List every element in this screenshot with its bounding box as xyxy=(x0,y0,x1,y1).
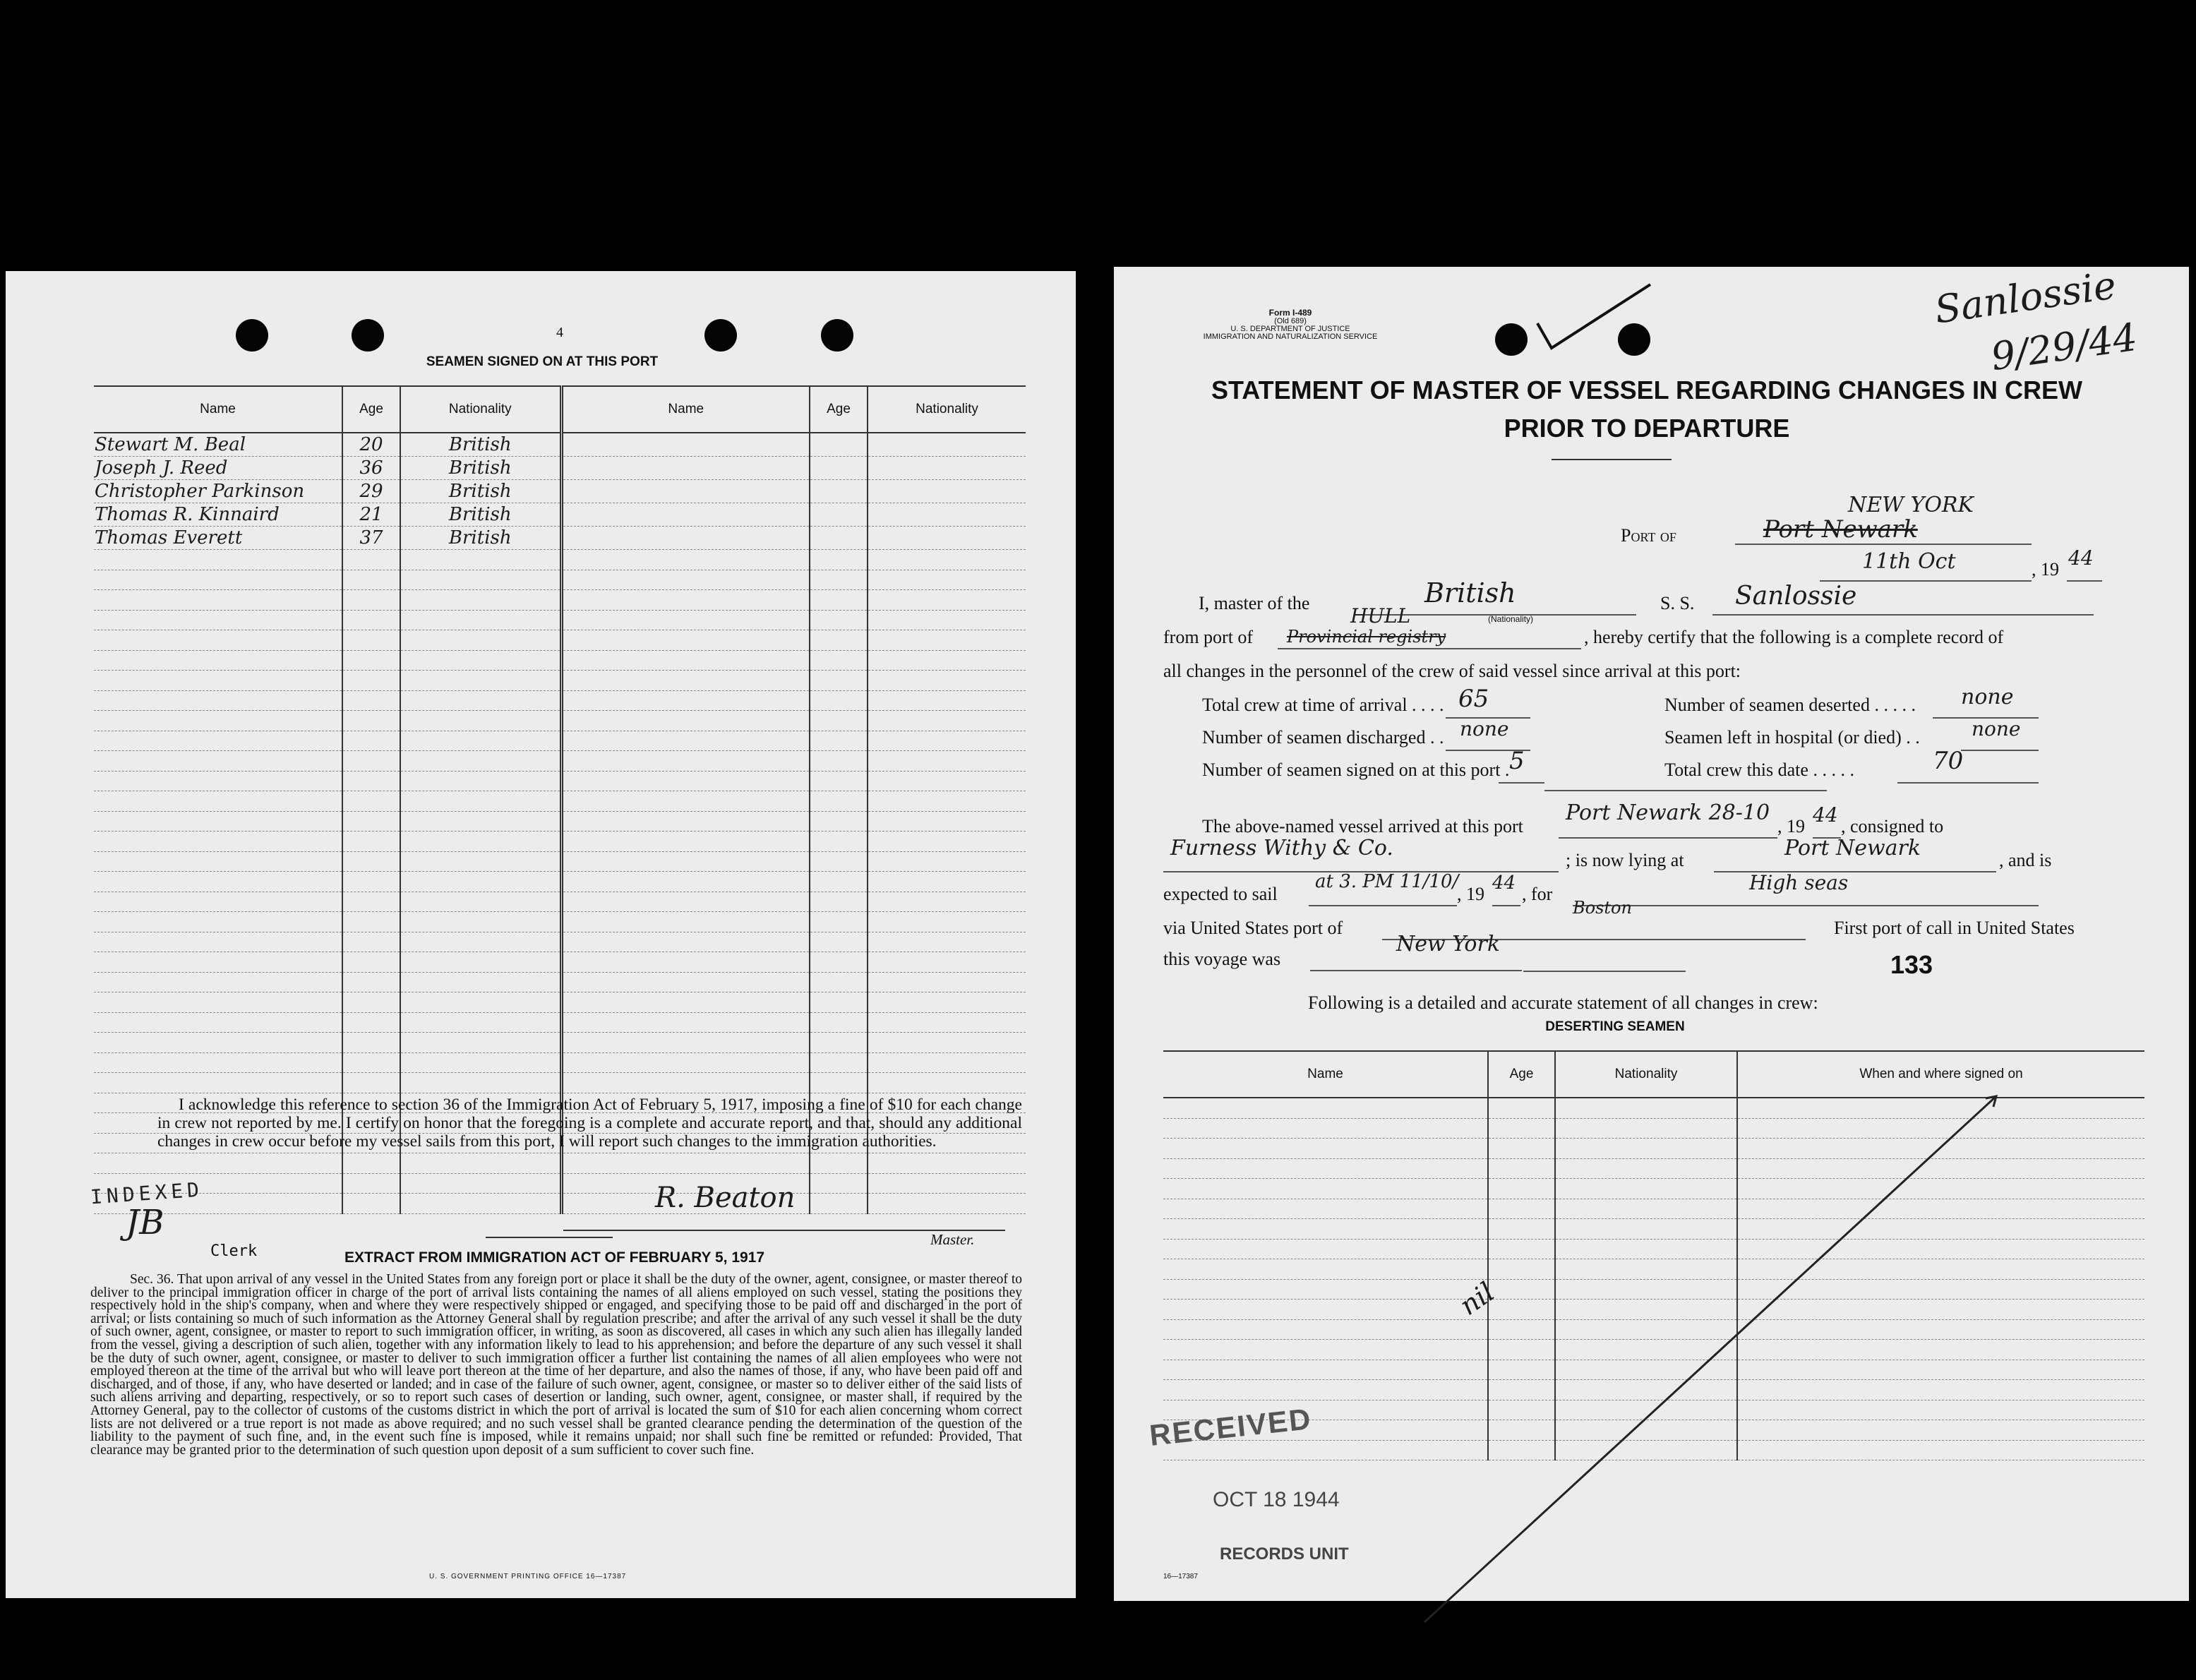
extract-title: EXTRACT FROM IMMIGRATION ACT OF FEBRUARY 5, 1917 xyxy=(344,1249,765,1266)
total-date-value: 70 xyxy=(1933,747,1964,775)
year-prefix: , 19 xyxy=(1777,816,1805,836)
table-row xyxy=(94,690,1026,711)
table-row xyxy=(94,527,1026,550)
table-row xyxy=(94,932,1026,952)
col-header-age: Age xyxy=(342,386,400,433)
discharged-label: Number of seamen discharged . . xyxy=(1202,727,1444,748)
col-header-age: Age xyxy=(1488,1051,1555,1098)
col-header-age: Age xyxy=(810,386,868,433)
seaman-name: Christopher Parkinson xyxy=(94,480,342,503)
hospital-label: Seamen left in hospital (or died) . . xyxy=(1664,727,1920,748)
master-signature: R. Beaton xyxy=(655,1182,796,1214)
divider xyxy=(486,1237,613,1238)
received-date: OCT 18 1944 xyxy=(1213,1488,1340,1511)
table-row xyxy=(94,610,1026,630)
col-header-nationality: Nationality xyxy=(400,386,561,433)
col-header-nationality: Nationality xyxy=(868,386,1026,433)
changes-text: all changes in the personnel of the crew of said vessel since arrival at this port: xyxy=(1163,661,1741,681)
table-row xyxy=(94,731,1026,751)
seaman-name: Joseph J. Reed xyxy=(94,457,342,480)
table-row xyxy=(94,872,1026,892)
table-row xyxy=(94,992,1026,1013)
left-page xyxy=(6,271,1076,1598)
year-prefix: , 19 xyxy=(2032,559,2059,580)
discharged-value: none xyxy=(1460,717,1509,740)
table-row xyxy=(94,590,1026,611)
col-header-nationality: Nationality xyxy=(1555,1051,1737,1098)
consignee-value: Furness Withy & Co. xyxy=(1170,836,1393,860)
punch-hole xyxy=(352,319,384,352)
department-name: U. S. DEPARTMENT OF JUSTICE xyxy=(1230,325,1350,333)
indexed-stamp: INDEXED xyxy=(90,1177,204,1209)
seaman-nationality: British xyxy=(400,503,561,527)
master-of-label: I, master of the xyxy=(1199,593,1310,613)
seaman-nationality: British xyxy=(400,433,561,457)
form-title xyxy=(1163,371,2130,448)
form-title-line: PRIOR TO DEPARTURE xyxy=(1504,414,1790,443)
arrived-year: 44 xyxy=(1813,803,1838,827)
col-header-name: Name xyxy=(561,386,810,433)
section-36-text: Sec. 36. That upon arrival of any vessel in the United States from any foreign port or place it shall be the duty of the owner, agent, consignee, or master thereof to deliver to the principal immigration officer in charge of the port of arrival lists containing the names of all aliens employed on such vessel, stating the positions they respectively hold in the ship's company, when and where they were respectively shipped or engaged, and specifying those to be paid off and discharged in the port of arrival; or lists containing so much of such information as the Attorney General shall by regulation prescribe; and after the arrival of any such vessel it shall be the duty of such owner, agent, consignee, or master to report to such immigration officer, in writing, as soon as discovered, all cases in which any such alien has illegally landed from the vessel, giving a description of such alien, together with any information likely to lead to his apprehension; and before the departure of any such vessel it shall be the duty of such owner, agent, consignee, or master to deliver to such immigration officer a further list containing the names of all alien employees who were not employed thereon at the time of the arrival but who will leave port thereon at the time of her departure, and also the names of those, if any, who have been paid off and discharged, and of those, if any, who have deserted or landed; and in case of the failure of such owner, agent, consignee, or master so to deliver either of the said lists of such aliens arriving and departing, respectively, or so to report such cases of desertion or landing, such owner, agent, consignee, or master shall, if required by the Attorney General, pay to the collector of customs of the customs district in which the port of arrival is located the sum of $10 for each alien concerning whom correct lists are not delivered or a true report is not made as above required; and no such vessel shall be granted clearance pending the determination of the question of the liability to the payment of such fine, and, in the event such fine is imposed, while it remains unpaid; nor shall such fine be remitted or refunded: Provided, That clearance may be granted prior to the determination of such question upon deposit of a sum sufficient to cover such fine. xyxy=(90,1272,1022,1458)
table-row xyxy=(94,550,1026,570)
divider xyxy=(1523,970,1686,972)
table-row xyxy=(94,630,1026,651)
from-port-label: from port of xyxy=(1163,627,1254,647)
divider xyxy=(1544,789,1827,791)
date-value: 11th Oct xyxy=(1862,549,1956,574)
right-page xyxy=(1114,267,2189,1601)
first-port-label: First port of call in United States xyxy=(1834,918,2075,938)
lying-value: Port Newark xyxy=(1784,836,1921,860)
expected-label: expected to sail xyxy=(1163,884,1278,904)
col-header-name: Name xyxy=(1163,1051,1488,1098)
table-row xyxy=(94,671,1026,691)
page-number: 4 xyxy=(556,325,563,340)
seaman-age: 20 xyxy=(342,433,400,457)
table-row xyxy=(94,952,1026,973)
table-row xyxy=(94,650,1026,671)
table-row xyxy=(94,457,1026,480)
seaman-name: Stewart M. Beal xyxy=(94,433,342,457)
indexed-initials: JB xyxy=(126,1203,164,1242)
from-port-value: HULL xyxy=(1350,604,1411,628)
ss-label: S. S. xyxy=(1660,593,1695,613)
and-is-label: , and is xyxy=(1999,850,2052,870)
printing-office-note: U. S. GOVERNMENT PRINTING OFFICE 16—17387 xyxy=(429,1573,627,1580)
table-row xyxy=(94,1073,1026,1093)
deserting-title: DESERTING SEAMEN xyxy=(1545,1019,1685,1034)
form-print-number: 16—17387 xyxy=(1163,1573,1198,1580)
hospital-value: none xyxy=(1972,717,2021,740)
from-port-struck: Provincial registry xyxy=(1287,627,1446,647)
corner-date: 9/29/44 xyxy=(1988,314,2140,380)
table-row xyxy=(94,1012,1026,1033)
for-label: , for xyxy=(1522,884,1553,904)
punch-hole xyxy=(821,319,853,352)
divider xyxy=(1552,459,1672,460)
table-row xyxy=(94,851,1026,872)
seaman-age: 36 xyxy=(342,457,400,480)
via-value: Boston xyxy=(1573,898,1632,918)
number-stamp: 133 xyxy=(1890,950,1933,979)
expected-year: 44 xyxy=(1492,872,1516,894)
received-stamp: RECEIVED xyxy=(1148,1402,1314,1452)
service-name: IMMIGRATION AND NATURALIZATION SERVICE xyxy=(1203,332,1378,341)
seaman-age: 37 xyxy=(342,527,400,550)
table-row xyxy=(94,480,1026,503)
table-row xyxy=(94,711,1026,731)
consigned-label: , consigned to xyxy=(1841,816,1944,836)
total-date-field xyxy=(1897,754,2039,784)
following-text: Following is a detailed and accurate statement of all changes in crew: xyxy=(1308,992,1818,1013)
table-row xyxy=(94,503,1026,527)
form-number: Form I-489 xyxy=(1268,308,1312,318)
port-value: NEW YORK xyxy=(1848,493,1974,517)
master-label: Master. xyxy=(930,1231,975,1248)
table-row xyxy=(94,912,1026,932)
table-row xyxy=(94,433,1026,457)
ship-name: Sanlossie xyxy=(1735,582,1857,611)
signed-on-table xyxy=(94,385,1026,1112)
expected-value: at 3. PM 11/10/ xyxy=(1315,871,1459,892)
seaman-nationality: British xyxy=(400,527,561,550)
acknowledgement-text: I acknowledge this reference to section 36 of the Immigration Act of February 5, 1917, imposing a fine of $10 for each change in crew not reported by me. I certify on honor that the foregoing is a complete and accurate report, and that, should any additional changes in crew occur before my vessel sails from this port, I will report such changes to the immigration authorities. xyxy=(157,1096,1022,1151)
nationality-caption: (Nationality) xyxy=(1488,614,1534,624)
clerk-label: Clerk xyxy=(210,1242,258,1260)
deserted-label: Number of seamen deserted . . . . . xyxy=(1664,695,1916,715)
seaman-nationality: British xyxy=(400,457,561,480)
table-row xyxy=(94,972,1026,992)
table-row xyxy=(94,771,1026,791)
table-row xyxy=(94,811,1026,832)
year-prefix: , 19 xyxy=(1457,884,1484,904)
year-value: 44 xyxy=(2068,546,2094,570)
punch-hole xyxy=(236,319,268,352)
table-row xyxy=(94,1033,1026,1053)
seaman-name: Thomas Everett xyxy=(94,527,342,550)
table-row xyxy=(94,1173,1026,1194)
form-identifier xyxy=(1156,309,1424,341)
lying-label: ; is now lying at xyxy=(1566,850,1684,870)
table-row xyxy=(94,892,1026,912)
records-unit-stamp: RECORDS UNIT xyxy=(1220,1544,1349,1564)
certify-text: , hereby certify that the following is a complete record of xyxy=(1584,627,2004,647)
port-label: Port of xyxy=(1621,525,1676,546)
signed-label: Number of seamen signed on at this port . xyxy=(1202,760,1510,780)
corner-note: Sanlossie xyxy=(1931,263,2119,332)
voyage-value: New York xyxy=(1396,932,1500,956)
seaman-age: 21 xyxy=(342,503,400,527)
deserted-value: none xyxy=(1961,685,2014,709)
col-header-name: Name xyxy=(94,386,342,433)
port-struck-value: Port Newark xyxy=(1763,515,1918,544)
via-label: via United States port of xyxy=(1163,918,1343,938)
check-mark-icon xyxy=(1530,281,1657,352)
table-row xyxy=(94,1052,1026,1073)
col-header-signed-on: When and where signed on xyxy=(1737,1051,2144,1098)
nationality-value: British xyxy=(1424,577,1516,608)
seaman-name: Thomas R. Kinnaird xyxy=(94,503,342,527)
table-row xyxy=(94,791,1026,812)
signed-value: 5 xyxy=(1509,747,1525,775)
form-title-line: STATEMENT OF MASTER OF VESSEL REGARDING CHANGES IN CREW xyxy=(1211,376,2083,404)
table-row xyxy=(94,570,1026,590)
seaman-age: 29 xyxy=(342,480,400,503)
total-arrival-label: Total crew at time of arrival . . . . xyxy=(1202,695,1444,715)
punch-hole xyxy=(704,319,737,352)
punch-hole xyxy=(1495,323,1528,356)
arrived-label: The above-named vessel arrived at this port xyxy=(1202,816,1523,836)
arrived-value: Port Newark 28-10 xyxy=(1566,800,1770,825)
nil-note: nil xyxy=(1453,1276,1500,1322)
table-row xyxy=(94,832,1026,852)
total-date-label: Total crew this date . . . . . xyxy=(1664,760,1854,780)
table-row xyxy=(94,751,1026,772)
form-old-number: (Old 689) xyxy=(1274,317,1307,325)
total-arrival-value: 65 xyxy=(1458,685,1489,713)
nil-stroke-line xyxy=(1396,1093,2032,1629)
voyage-label: this voyage was xyxy=(1163,949,1281,969)
section-title: SEAMEN SIGNED ON AT THIS PORT xyxy=(426,354,659,369)
seaman-nationality: British xyxy=(400,480,561,503)
table-row xyxy=(94,1153,1026,1174)
destination-value: High seas xyxy=(1749,871,1849,894)
